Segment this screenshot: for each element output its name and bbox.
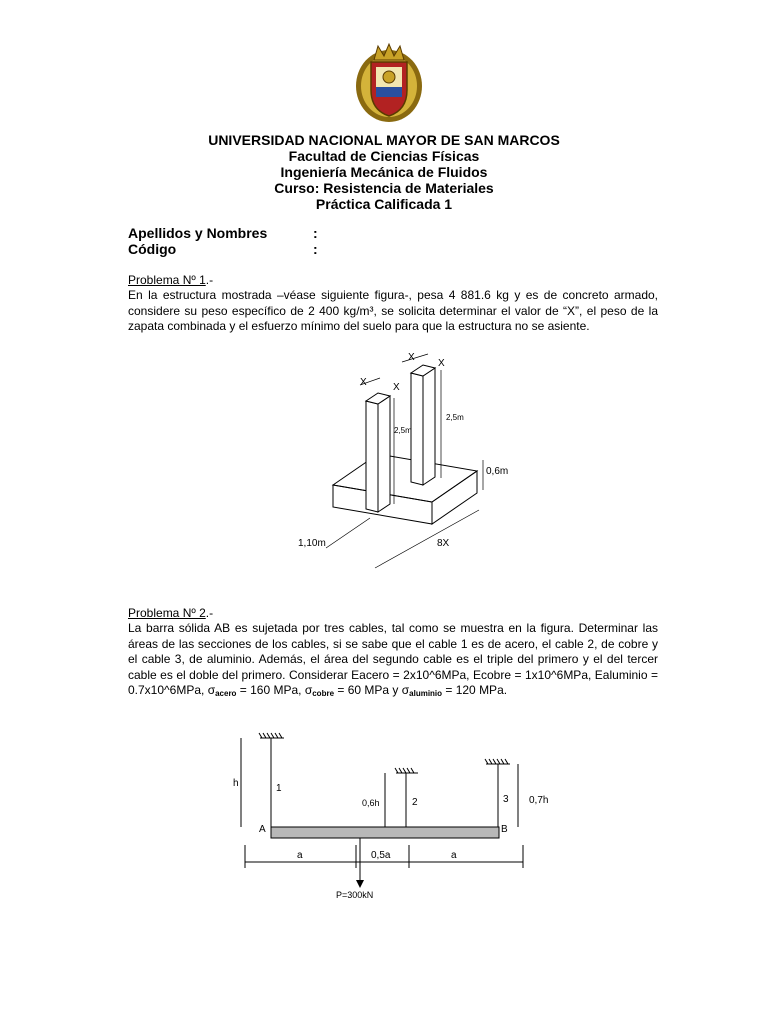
fig1-label-x1: X xyxy=(360,377,367,388)
rigid-bar-ab xyxy=(271,827,499,838)
problem-1-title-text: Problema Nº 1 xyxy=(128,273,206,287)
code-field-label: Código xyxy=(128,241,177,257)
left-column-front xyxy=(366,401,378,512)
exam-title: Práctica Calificada 1 xyxy=(315,196,453,212)
right-column-front xyxy=(411,373,423,485)
support-3 xyxy=(485,759,510,764)
fig2-label-cable1: 1 xyxy=(276,783,282,794)
university-name: UNIVERSIDAD NACIONAL MAYOR DE SAN MARCOS xyxy=(208,132,560,148)
name-field xyxy=(128,225,318,241)
problem-1-figure xyxy=(290,345,520,575)
fig2-label-mid: 0,5a xyxy=(371,850,391,861)
fig1-label-x4: X xyxy=(438,358,445,369)
code-field xyxy=(128,241,318,257)
fig1-label-length: 8X xyxy=(437,538,450,549)
fig1-label-width: 1,10m xyxy=(298,538,326,549)
fig2-label-h: h xyxy=(233,778,239,789)
left-column-side xyxy=(378,396,390,512)
problem-1-statement: En la estructura mostrada –véase siguiente figura-, pesa 4 881.6 kg y es de concreto armado, considere su peso específico de 2 400 kg/m³, se solicita determinar el valor de “X”, el peso de la zapata combinada y el esfuerzo mínimo del suelo para que la estructura no se asiente. xyxy=(128,288,658,333)
problem-1-title-suffix: .- xyxy=(205,273,214,287)
sigma-symbol: σ xyxy=(401,683,410,697)
support-1 xyxy=(259,733,284,738)
support-2 xyxy=(395,768,418,773)
code-field-separator: : xyxy=(313,241,318,257)
sigma-aluminio-value: = 120 MPa. xyxy=(442,683,508,697)
crest-emblem xyxy=(383,71,395,83)
fig2-label-h3: 0,7h xyxy=(529,795,549,806)
sigma-subscript-cobre: cobre xyxy=(312,689,335,698)
width-dimension xyxy=(326,518,370,548)
problem-2-text: La barra sólida AB es sujetada por tres cables, tal como se muestra en la figura. Determinar las áreas de las secciones de los cables, si se sabe que el cable 1 es de acero, el cable 2, de cobre y el cable 3, de aluminio. Además, el área del segundo cable es el triple del primero y el del tercer cable es el doble del primero. Considerar Eacero = 2x10^6MPa, Ecobre = 1x10^6MPa, Ealuminio = 0.7x10^6MPa, xyxy=(128,621,658,697)
faculty-name: Facultad de Ciencias Físicas xyxy=(288,148,480,164)
fig2-label-a-right: a xyxy=(451,850,457,861)
sigma-symbol: σ xyxy=(207,683,216,697)
sigma-subscript-acero: acero xyxy=(215,689,237,698)
footing-top-face xyxy=(333,454,477,502)
fig2-label-b-point: B xyxy=(501,824,508,835)
fig1-label-height-left: 2,5m xyxy=(394,426,412,435)
length-dimension xyxy=(375,510,479,568)
sigma-symbol: σ xyxy=(304,683,313,697)
problem-2-figure xyxy=(225,730,565,905)
sigma-subscript-aluminio: aluminio xyxy=(409,689,443,698)
fig1-label-base-height: 0,6m xyxy=(486,466,509,477)
problem-2-title xyxy=(128,606,213,620)
fig2-label-a-point: A xyxy=(259,824,266,835)
problem-2-title-suffix: .- xyxy=(205,606,214,620)
university-crest-logo xyxy=(354,40,424,125)
name-field-label: Apellidos y Nombres xyxy=(128,225,268,241)
sigma-cobre-value: = 60 MPa y xyxy=(334,683,402,697)
load-arrow-head xyxy=(356,880,364,888)
sigma-acero-value: = 160 MPa, xyxy=(236,683,305,697)
crest-shield-band xyxy=(376,87,402,97)
fig2-label-load: P=300kN xyxy=(336,890,374,900)
student-fields xyxy=(128,225,318,257)
problem-2-title-text: Problema Nº 2 xyxy=(128,606,206,620)
name-field-separator: : xyxy=(313,225,318,241)
problem-1-title xyxy=(128,273,213,287)
course-name: Curso: Resistencia de Materiales xyxy=(274,180,494,196)
fig2-label-h2: 0,6h xyxy=(362,798,380,808)
problem-2-statement xyxy=(128,621,658,702)
crest-crown xyxy=(374,44,404,60)
fig2-label-cable2: 2 xyxy=(412,797,418,808)
fig1-label-height-right: 2,5m xyxy=(446,413,464,422)
fig1-label-x2: X xyxy=(393,382,400,393)
fig2-label-a-left: a xyxy=(297,850,303,861)
fig2-label-cable3: 3 xyxy=(503,794,509,805)
document-header xyxy=(0,132,768,212)
x-dimension-line-right xyxy=(402,354,428,362)
fig1-label-x3: X xyxy=(408,352,415,363)
program-name: Ingeniería Mecánica de Fluidos xyxy=(280,164,488,180)
right-column-side xyxy=(423,368,435,485)
